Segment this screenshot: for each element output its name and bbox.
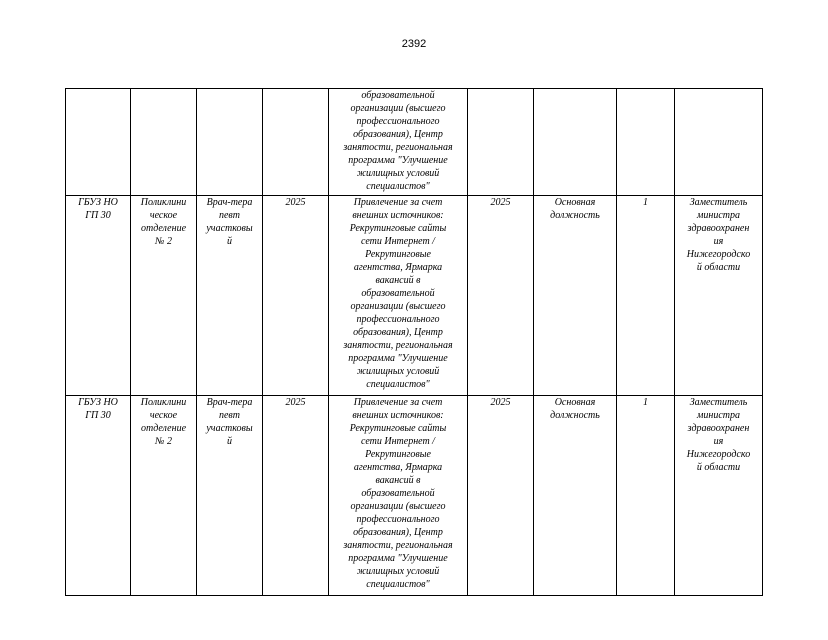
cell-line: участковы bbox=[206, 423, 253, 434]
cell-line: Поликлини bbox=[140, 197, 187, 208]
cell-line: 2025 bbox=[285, 397, 306, 408]
year-cell bbox=[263, 196, 329, 396]
cell-line: й bbox=[227, 236, 232, 247]
cell-line: образовательной bbox=[361, 288, 435, 299]
method-cell bbox=[329, 196, 468, 396]
cell-line: министра bbox=[696, 210, 740, 221]
department-cell bbox=[131, 196, 197, 396]
cell-line: Поликлини bbox=[140, 397, 187, 408]
cell-line: ческое bbox=[149, 410, 178, 421]
cell-line: Заместитель bbox=[689, 197, 748, 208]
cell-line: внешних источников: bbox=[352, 210, 444, 221]
year-filled-cell bbox=[468, 196, 534, 396]
cell-line: программа "Улучшение bbox=[348, 353, 448, 364]
cell-line: Привлечение за счет bbox=[353, 397, 443, 408]
cell-line: Рекрутинговые сайты bbox=[349, 423, 447, 434]
cell-line: внешних источников: bbox=[352, 410, 444, 421]
cell-line: Заместитель bbox=[689, 397, 748, 408]
count-cell bbox=[617, 196, 675, 396]
position-cell bbox=[197, 196, 263, 396]
cell-line: ГБУЗ НО bbox=[78, 197, 118, 208]
cell-line: ческое bbox=[149, 210, 178, 221]
cell-line: образования), Центр bbox=[353, 129, 443, 140]
cell-line: Основная bbox=[554, 397, 596, 408]
continuation-row bbox=[66, 89, 763, 196]
responsible-cell bbox=[675, 396, 763, 596]
cell-line: специалистов" bbox=[366, 379, 430, 390]
method-cell bbox=[329, 89, 468, 196]
cell-line: образования), Центр bbox=[353, 327, 443, 338]
cell-line: участковы bbox=[206, 223, 253, 234]
employment-type-cell bbox=[534, 89, 617, 196]
cell-line: жилищных условий bbox=[356, 566, 440, 577]
cell-line: отделение bbox=[140, 423, 187, 434]
department-cell bbox=[131, 396, 197, 596]
vacancy-table bbox=[65, 88, 763, 596]
cell-line: сети Интернет / bbox=[361, 236, 435, 247]
cell-line: должность bbox=[550, 210, 600, 221]
method-cell bbox=[329, 396, 468, 596]
cell-line: организации (высшего bbox=[350, 301, 446, 312]
cell-line: министра bbox=[696, 410, 740, 421]
year-filled-cell bbox=[468, 396, 534, 596]
cell-line: певт bbox=[218, 210, 240, 221]
count-cell bbox=[617, 396, 675, 596]
institution-cell bbox=[66, 396, 131, 596]
cell-line: Нижегородско bbox=[686, 449, 751, 460]
cell-line: агентства, Ярмарка bbox=[353, 262, 443, 273]
cell-line: Рекрутинговые bbox=[365, 249, 431, 260]
cell-line: ГП 30 bbox=[85, 410, 111, 421]
cell-line: специалистов" bbox=[366, 579, 430, 590]
cell-line: занятости, региональная bbox=[343, 340, 453, 351]
cell-line: отделение bbox=[140, 223, 187, 234]
employment-type-cell bbox=[534, 396, 617, 596]
table-row bbox=[66, 396, 763, 596]
cell-line: й области bbox=[696, 262, 741, 273]
cell-line: ия bbox=[713, 436, 724, 447]
cell-line: ГБУЗ НО bbox=[78, 397, 118, 408]
responsible-cell bbox=[675, 89, 763, 196]
cell-line: Нижегородско bbox=[686, 249, 751, 260]
cell-line: здравоохранен bbox=[687, 223, 750, 234]
cell-line: сети Интернет / bbox=[361, 436, 435, 447]
cell-line: должность bbox=[550, 410, 600, 421]
cell-line: 1 bbox=[643, 397, 648, 408]
cell-line: организации (высшего bbox=[350, 103, 446, 114]
cell-line: образования), Центр bbox=[353, 527, 443, 538]
cell-line: 2025 bbox=[490, 397, 511, 408]
page-number: 2392 bbox=[401, 38, 427, 50]
cell-line: Основная bbox=[554, 197, 596, 208]
cell-line: программа "Улучшение bbox=[348, 553, 448, 564]
cell-line: певт bbox=[218, 410, 240, 421]
cell-line: профессионального bbox=[356, 514, 440, 525]
responsible-cell bbox=[675, 196, 763, 396]
count-cell bbox=[617, 89, 675, 196]
cell-line: ГП 30 bbox=[85, 210, 111, 221]
cell-line: Рекрутинговые сайты bbox=[349, 223, 447, 234]
cell-line: № 2 bbox=[155, 236, 172, 247]
cell-line: Врач-тера bbox=[206, 397, 253, 408]
cell-line: 2025 bbox=[490, 197, 511, 208]
cell-line: й области bbox=[696, 462, 741, 473]
cell-line: образовательной bbox=[361, 90, 435, 101]
table-row bbox=[66, 196, 763, 396]
cell-line: вакансий в bbox=[375, 275, 421, 286]
cell-line: Врач-тера bbox=[206, 197, 253, 208]
cell-line: организации (высшего bbox=[350, 501, 446, 512]
cell-line: занятости, региональная bbox=[343, 142, 453, 153]
cell-line: вакансий в bbox=[375, 475, 421, 486]
cell-line: й bbox=[227, 436, 232, 447]
cell-line: специалистов" bbox=[366, 181, 430, 192]
year-cell bbox=[263, 396, 329, 596]
year-filled-cell bbox=[468, 89, 534, 196]
cell-line: профессионального bbox=[356, 314, 440, 325]
position-cell bbox=[197, 89, 263, 196]
position-cell bbox=[197, 396, 263, 596]
cell-line: занятости, региональная bbox=[343, 540, 453, 551]
cell-line: 2025 bbox=[285, 197, 306, 208]
cell-line: Привлечение за счет bbox=[353, 197, 443, 208]
cell-line: Рекрутинговые bbox=[365, 449, 431, 460]
cell-line: профессионального bbox=[356, 116, 440, 127]
cell-line: агентства, Ярмарка bbox=[353, 462, 443, 473]
cell-line: жилищных условий bbox=[356, 168, 440, 179]
cell-line: № 2 bbox=[155, 436, 172, 447]
department-cell bbox=[131, 89, 197, 196]
institution-cell bbox=[66, 89, 131, 196]
cell-line: образовательной bbox=[361, 488, 435, 499]
cell-line: здравоохранен bbox=[687, 423, 750, 434]
cell-line: программа "Улучшение bbox=[348, 155, 448, 166]
institution-cell bbox=[66, 196, 131, 396]
cell-line: 1 bbox=[643, 197, 648, 208]
employment-type-cell bbox=[534, 196, 617, 396]
cell-line: жилищных условий bbox=[356, 366, 440, 377]
cell-line: ия bbox=[713, 236, 724, 247]
year-cell bbox=[263, 89, 329, 196]
